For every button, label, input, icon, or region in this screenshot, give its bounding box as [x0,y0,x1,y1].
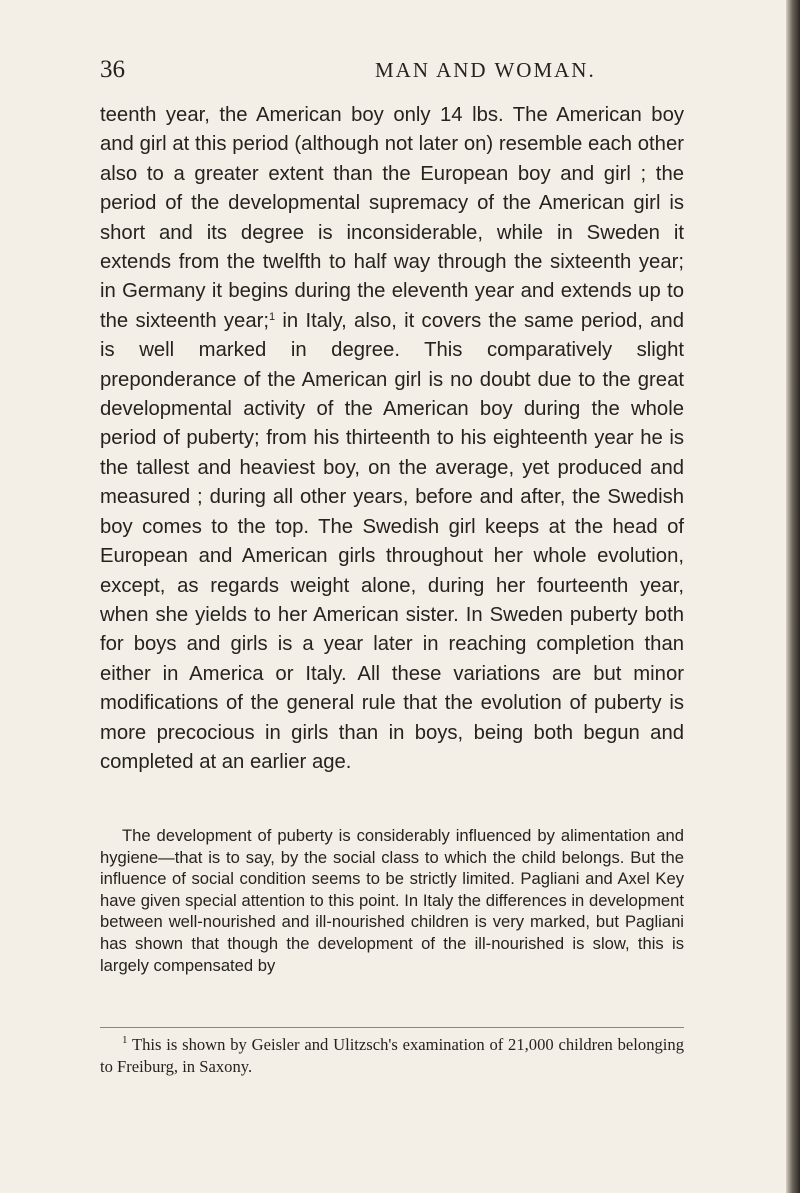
main-paragraph [100,101,684,777]
footnote-reference: 1 [269,310,276,323]
running-title: MAN AND WOMAN. [375,58,596,82]
main-paragraph-text-before: teenth year, the American boy only 14 lbs. The American boy and girl at this period (although not later on) resemble each other also to a greater extent than the European boy and girl ; the period of the developmental supremacy of the American girl is short and its degree is inconsiderable, while in Sweden it extends from the twelfth to half way through the sixteenth year; in Germany it begins during the eleventh year and extends up to the sixteenth year; [100,104,684,332]
main-paragraph-text-after: in Italy, also, it covers the same period, and is well marked in degree. This comparatively slight preponderance of the American girl is no doubt due to the great developmental activity of the American boy during the whole period of puberty; from his thirteenth to his eighteenth year he is the tallest and heaviest boy, on the average, yet produced and measured ; during all other years, before and after, the Swedish boy comes to the top. The Swedish girl keeps at the head of European and American girls throughout her whole evolution, except, as regards weight alone, during her fourteenth year, when she yields to her American sister. In Sweden puberty both for boys and girls is a year later in reaching completion than either in America or Italy. All these variations are but minor modifications of the general rule that the evolution of puberty is more precocious in girls than in boys, being both begun and completed at an earlier age. [100,309,684,773]
footnote [100,1034,684,1077]
page-edge-shadow [786,0,800,1193]
page-number: 36 [100,56,125,83]
page-header [100,56,700,88]
footnote-marker: 1 [122,1034,128,1046]
footnote-divider [100,1027,684,1028]
footnote-text: This is shown by Geisler and Ulitzsch's examination of 21,000 children belonging to Freiburg, in Saxony. [100,1035,684,1076]
small-print-paragraph: The development of puberty is considerably influenced by alimentation and hygiene—that is to say, by the social class to which the child belongs. But the influence of social condition seems to be strictly limited. Pagliani and Axel Key have given special attention to this point. In Italy the differences in development between well-nourished and ill-nourished children is very marked, but Pagliani has shown that though the development of the ill-nourished is slow, this is largely compensated by [100,826,684,975]
